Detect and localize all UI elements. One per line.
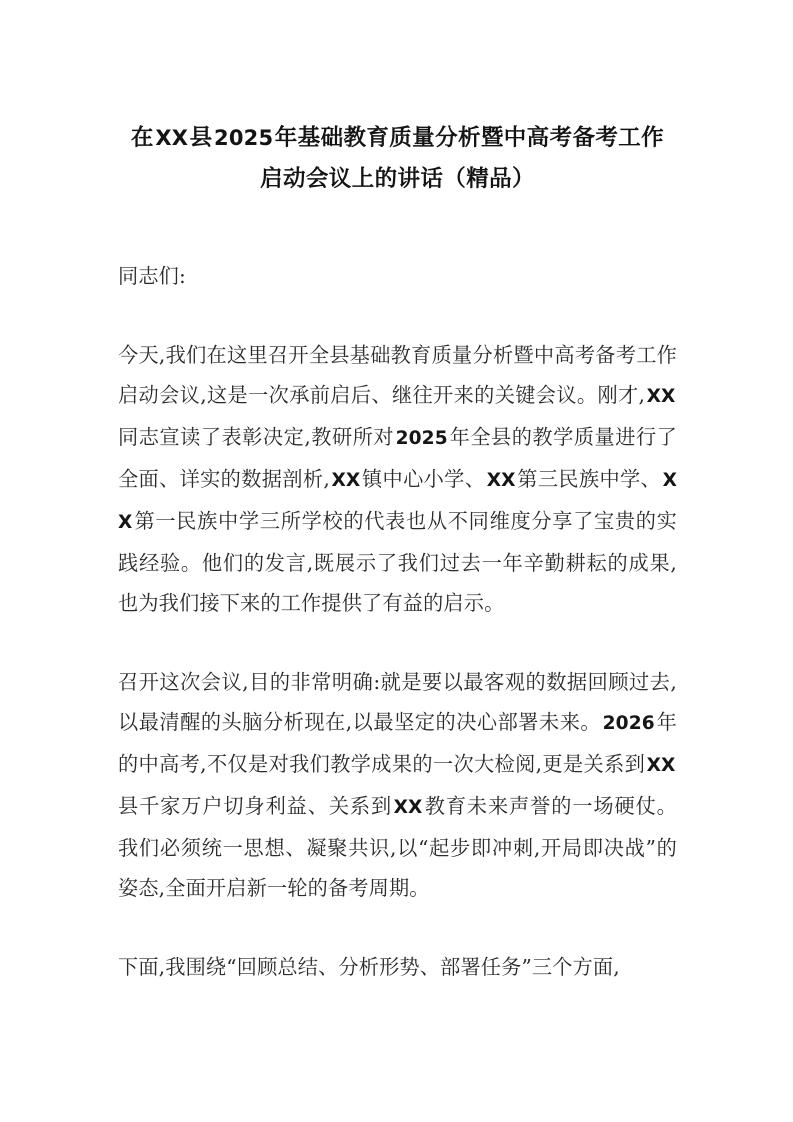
inline-latin-run: XX <box>486 470 516 491</box>
inline-text-run: 教育未来声誉的一场硬仗。我们必须统一思想、凝聚共识,以“起步即冲刺,开局即决战”的姿态,全面开启新一轮的备考周期。 <box>118 794 677 900</box>
inline-text-run: 同志宣读了表彰决定,教研所对 <box>118 425 395 449</box>
title-text-county: 县 <box>189 125 213 151</box>
paragraph-1 <box>118 335 677 623</box>
inline-latin-run: XX <box>331 470 361 491</box>
inline-latin-run: 2026 <box>602 713 655 734</box>
title-text-suffix: 年基础教育质量分析暨中高考备考工作 <box>274 125 665 151</box>
document-body <box>118 256 677 987</box>
inline-text-run: 第一民族中学三所学校的代表也从不同维度分享了宝贵的实践经验。他们的发言,既展示了我们过去一年辛勤耕耘的成果,也为我们接下来的工作提供了有益的启示。 <box>118 509 677 615</box>
inline-latin-run: XX <box>393 797 423 818</box>
inline-text-run: 今天,我们在这里召开全县基础教育质量分析暨中高考备考工作启动会议,这是一次承前启后、继往开来的关键会议。刚才, <box>118 343 677 407</box>
title-latin-year: 2025 <box>214 126 274 150</box>
paragraph-3 <box>118 947 677 987</box>
inline-text-run: 年全县的教学质量进行了全面、详实的数据剖析, <box>118 425 677 491</box>
title-line-1 <box>131 125 664 151</box>
inline-latin-run: XX <box>118 470 677 533</box>
salutation-line: 同志们: <box>118 264 186 288</box>
inline-text-run: 第三民族中学、 <box>517 467 662 491</box>
inline-latin-run: 2025 <box>395 428 448 449</box>
inline-text-run: 下面,我围绕“回顾总结、分析形势、部署任务”三个方面, <box>118 955 620 979</box>
title-line-2: 启动会议上的讲话（精品） <box>260 166 535 192</box>
inline-text-run: 县千家万户切身利益、关系到 <box>118 794 393 818</box>
title-latin-county-placeholder: XX <box>155 126 189 150</box>
document-content-column <box>118 0 677 987</box>
inline-latin-run: XX <box>646 755 676 776</box>
inline-text-run: 召开这次会议,目的非常明确:就是要以最客观的数据回顾过去,以最清醒的头脑分析现在,以最坚定的决心部署未来。 <box>118 670 677 734</box>
inline-text-run: 年的中高考,不仅是对我们教学成果的一次大检阅,更是关系到 <box>118 710 677 776</box>
document-title <box>118 0 677 200</box>
paragraph-2 <box>118 662 677 908</box>
title-text-prefix: 在 <box>130 125 154 151</box>
inline-text-run: 镇中心小学、 <box>361 467 486 491</box>
inline-latin-run: XX <box>646 386 676 407</box>
